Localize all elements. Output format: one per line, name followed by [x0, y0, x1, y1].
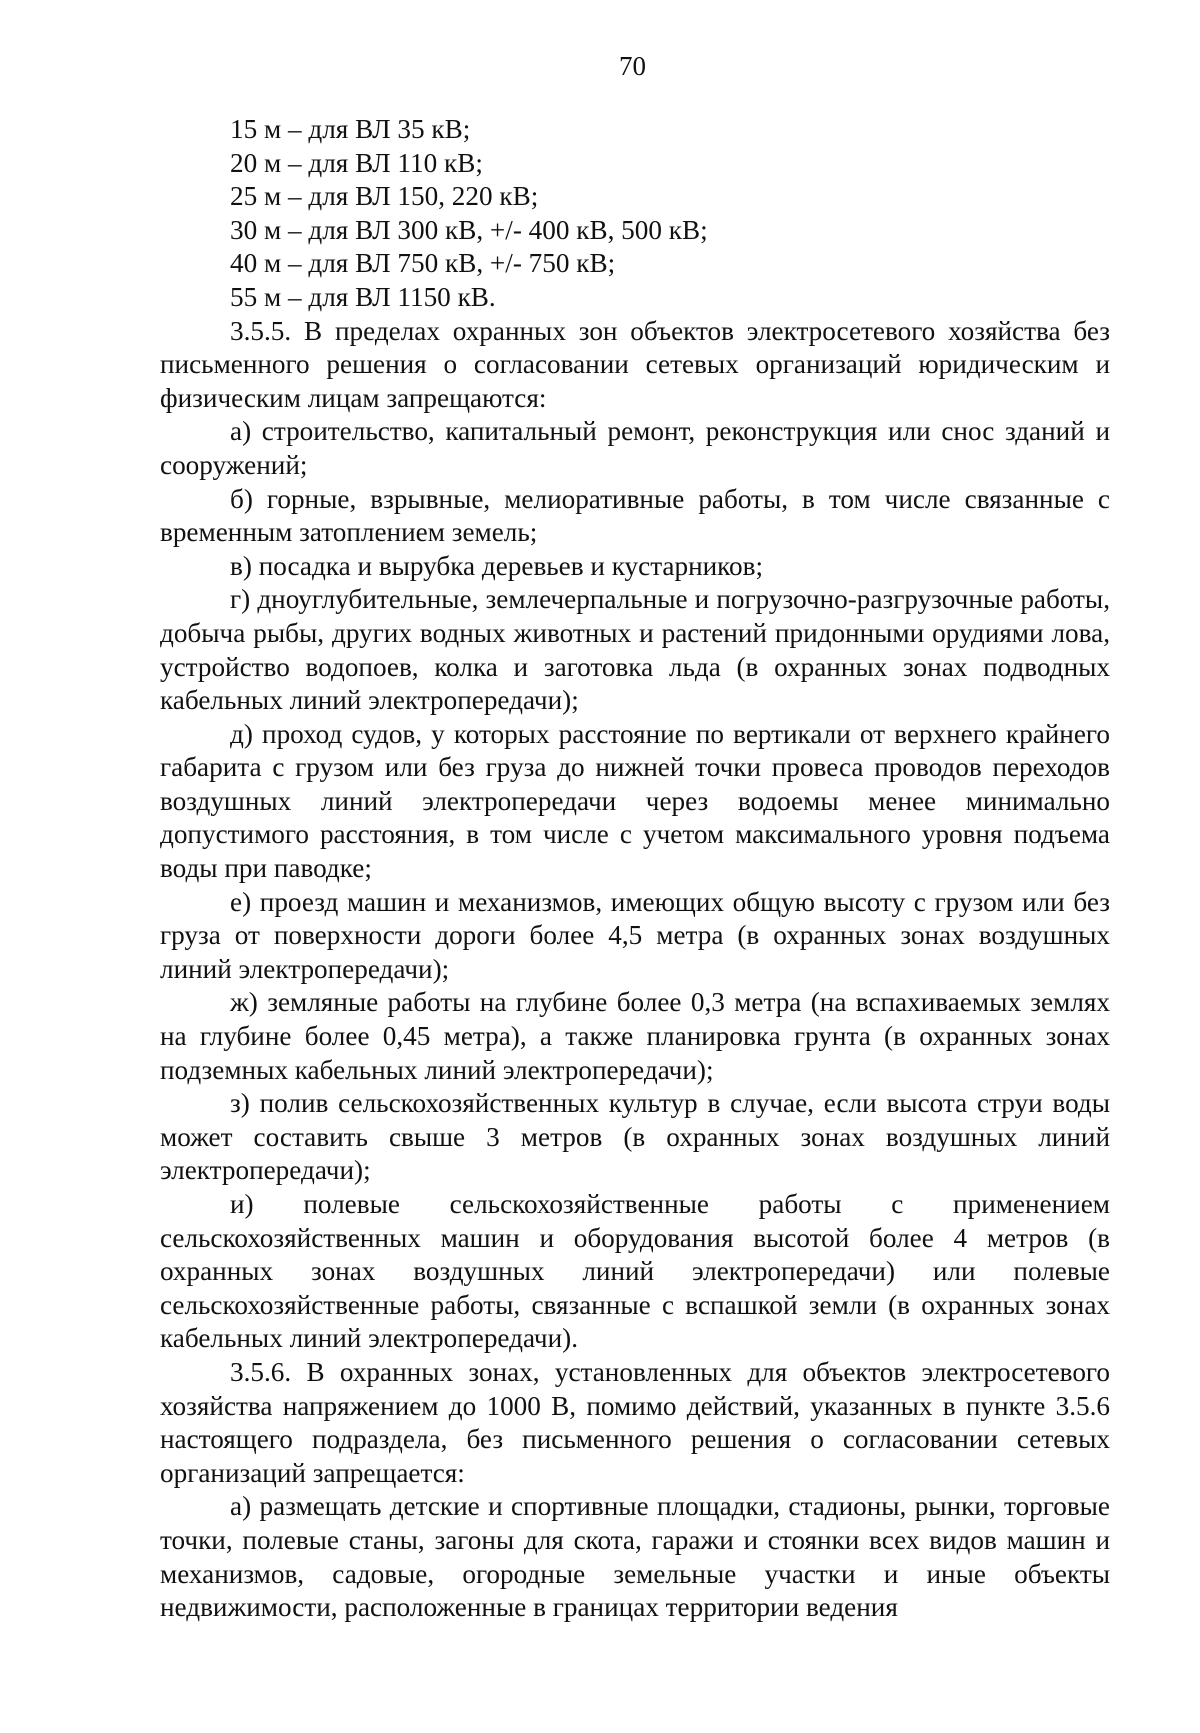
clause-3-5-5-item-b: б) горные, взрывные, мелиоративные работы, в том числе связанные с временным затоплением земель; [160, 483, 1110, 548]
clause-3-5-6: 3.5.6. В охранных зонах, установленных для объектов электросетевого хозяйства напряжением до 1000 В, помимо действий, указанных в пункте 3.5.6 настоящего подраздела, без письменного решения о согласовании сетевых организаций запрещается: [160, 1356, 1110, 1488]
distance-line-30m: 30 м – для ВЛ 300 кВ, +/- 400 кВ, 500 кВ; [230, 214, 708, 245]
distance-line-55m: 55 м – для ВЛ 1150 кВ. [230, 281, 496, 312]
clause-3-5-5-item-d: д) проход судов, у которых расстояние по вертикали от верхнего крайнего габарита с грузом или без груза до нижней точки провеса проводов переходов воздушных линий электропередачи через водоемы менее минимально допустимого расстояния, в том числе с учетом максимального уровня подъема воды при паводке; [160, 718, 1110, 884]
clause-3-5-5-item-v: в) посадка и вырубка деревьев и кустарников; [230, 550, 763, 581]
distance-line-40m: 40 м – для ВЛ 750 кВ, +/- 750 кВ; [230, 248, 616, 279]
clause-3-5-5-item-g: г) дноуглубительные, землечерпальные и погрузочно-разгрузочные работы, добыча рыбы, других водных животных и растений придонными орудиями лова, устройство водопоев, колка и заготовка льда (в охранных зонах подводных кабельных линий электропередачи); [160, 584, 1110, 716]
clause-3-5-5-item-e: е) проезд машин и механизмов, имеющих общую высоту с грузом или без груза от поверхности дороги более 4,5 метра (в охранных зонах воздушных линий электропередачи); [160, 886, 1110, 984]
distance-line-20m: 20 м – для ВЛ 110 кВ; [230, 147, 483, 178]
clause-3-5-5-item-a: а) строительство, капитальный ремонт, реконструкция или снос зданий и сооружений; [160, 416, 1110, 480]
clause-3-5-6-item-a: а) размещать детские и спортивные площадки, стадионы, рынки, торговые точки, полевые станы, загоны для скота, гаражи и стоянки всех видов машин и механизмов, садовые, огородные земельные участки и иные объекты недвижимости, расположенные в границах территории ведения [160, 1491, 1110, 1623]
distance-line-15m: 15 м – для ВЛ 35 кВ; [230, 114, 471, 144]
distance-line-25m: 25 м – для ВЛ 150, 220 кВ; [230, 181, 539, 212]
page-number: 70 [619, 51, 646, 81]
clause-3-5-5-item-i: и) полевые сельскохозяйственные работы с применением сельскохозяйственных машин и оборудования высотой более 4 метров (в охранных зонах воздушных линий электропередачи) или полевые сельскохозяйственные работы, связанные с вспашкой земли (в охранных зонах кабельных линий электропередачи). [160, 1189, 1110, 1354]
clause-3-5-5-item-z: з) полив сельскохозяйственных культур в случае, если высота струи воды может составить свыше 3 метров (в охранных зонах воздушных линий электропередачи); [160, 1088, 1110, 1186]
document-body [160, 113, 1110, 1625]
clause-3-5-5: 3.5.5. В пределах охранных зон объектов электросетевого хозяйства без письменного решения о согласовании сетевых организаций юридическим и физическим лицам запрещаются: [160, 315, 1110, 413]
clause-3-5-5-item-zh: ж) земляные работы на глубине более 0,3 метра (на вспахиваемых землях на глубине более 0,45 метра), а также планировка грунта (в охранных зонах подземных кабельных линий электропередачи); [160, 987, 1110, 1085]
